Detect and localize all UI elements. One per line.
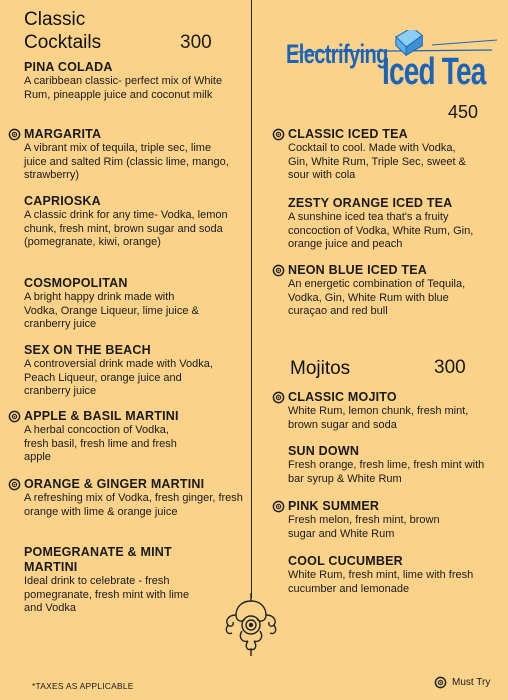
item-name: PINA COLADA: [24, 60, 113, 74]
must-try-icon: [8, 128, 21, 141]
legend-label: Must Try: [452, 677, 491, 688]
item-name: ORANGE & GINGER MARTINI: [24, 477, 205, 491]
electrifying-iced-tea-logo: [282, 30, 502, 100]
item-name: COOL CUCUMBER: [288, 554, 403, 568]
menu-item: [24, 60, 264, 102]
decorative-ornament-icon: [222, 593, 280, 657]
item-name: PINK SUMMER: [288, 499, 380, 513]
logo-line-2: Iced Tea: [382, 50, 486, 92]
item-description: Fresh melon, fresh mint, brown sugar and White Rum: [288, 514, 440, 540]
iced-tea-price: 450: [448, 102, 479, 122]
item-name: COSMOPOLITAN: [24, 276, 128, 290]
title-line-1: Classic: [24, 9, 86, 30]
menu-item: [24, 409, 264, 465]
menu-item: [24, 127, 264, 183]
menu-item: [24, 343, 264, 399]
section-title-mojitos: Mojitos: [290, 358, 351, 379]
item-name: MARGARITA: [24, 127, 102, 141]
menu-item: [24, 276, 264, 332]
item-description: A vibrant mix of tequila, triple sec, lime juice and salted Rim (classic lime, mango, strawberry): [24, 142, 229, 181]
item-description: A classic drink for any time- Vodka, lemon chunk, fresh mint, brown sugar and soda (pomegranate, kiwi, orange): [24, 209, 228, 248]
menu-item: [288, 196, 508, 252]
menu-item: [288, 444, 508, 486]
menu-item: [24, 477, 264, 519]
item-name: POMEGRANATE & MINT MARTINI: [24, 545, 172, 574]
item-description: White Rum, lemon chunk, fresh mint, brown sugar and soda: [288, 405, 469, 431]
item-name: CLASSIC ICED TEA: [288, 127, 408, 141]
item-name: SEX ON THE BEACH: [24, 343, 151, 357]
item-name: SUN DOWN: [288, 444, 360, 458]
must-try-icon: [434, 676, 447, 689]
item-description: A caribbean classic- perfect mix of White Rum, pineapple juice and coconut milk: [24, 75, 223, 101]
must-try-icon: [272, 264, 285, 277]
menu-item: [288, 390, 508, 432]
menu-item: [288, 499, 508, 541]
item-description: Ideal drink to celebrate - fresh pomegranate, fresh mint with lime and Vodka: [24, 575, 190, 614]
item-description: A refreshing mix of Vodka, fresh ginger, fresh orange with lime & orange juice: [24, 492, 243, 518]
item-description: Fresh orange, fresh lime, fresh mint with bar syrup & White Rum: [288, 459, 485, 485]
item-name: APPLE & BASIL MARTINI: [24, 409, 179, 423]
must-try-icon: [272, 391, 285, 404]
item-description: A herbal concoction of Vodka, fresh basil, fresh lime and fresh apple: [24, 424, 177, 463]
must-try-icon: [272, 500, 285, 513]
mojitos-price: 300: [434, 357, 466, 378]
item-name: NEON BLUE ICED TEA: [288, 263, 428, 277]
item-description: White Rum, fresh mint, lime with fresh cucumber and lemonade: [288, 569, 474, 595]
must-try-icon: [8, 478, 21, 491]
item-description: A controversial drink made with Vodka, Peach Liqueur, orange juice and cranberry juice: [24, 358, 213, 397]
must-try-icon: [8, 410, 21, 423]
menu-item: [288, 263, 508, 319]
logo-line-1: Electrifying: [286, 40, 388, 70]
item-description: A bright happy drink made with Vodka, Orange Liqueur, lime juice & cranberry juice: [24, 291, 199, 330]
item-name: CAPRIOSKA: [24, 194, 101, 208]
item-description: An energetic combination of Tequila, Vodka, Gin, White Rum with blue curaçao and red bull: [288, 278, 466, 317]
item-description: Cocktail to cool. Made with Vodka, Gin, White Rum, Triple Sec, sweet & sour with cola: [288, 142, 466, 181]
must-try-icon: [272, 128, 285, 141]
menu-item: [24, 194, 264, 250]
taxes-note: *TAXES AS APPLICABLE: [32, 681, 134, 691]
classic-cocktails-price: 300: [180, 32, 212, 53]
menu-item: [288, 554, 508, 596]
must-try-legend: [434, 676, 490, 689]
menu-item: [288, 127, 508, 183]
item-name: ZESTY ORANGE ICED TEA: [288, 196, 453, 210]
item-name: CLASSIC MOJITO: [288, 390, 397, 404]
title-line-2: Cocktails: [24, 32, 102, 53]
item-description: A sunshine iced tea that's a fruity concoction of Vodka, White Rum, Gin, orange juice and peach: [288, 211, 474, 250]
